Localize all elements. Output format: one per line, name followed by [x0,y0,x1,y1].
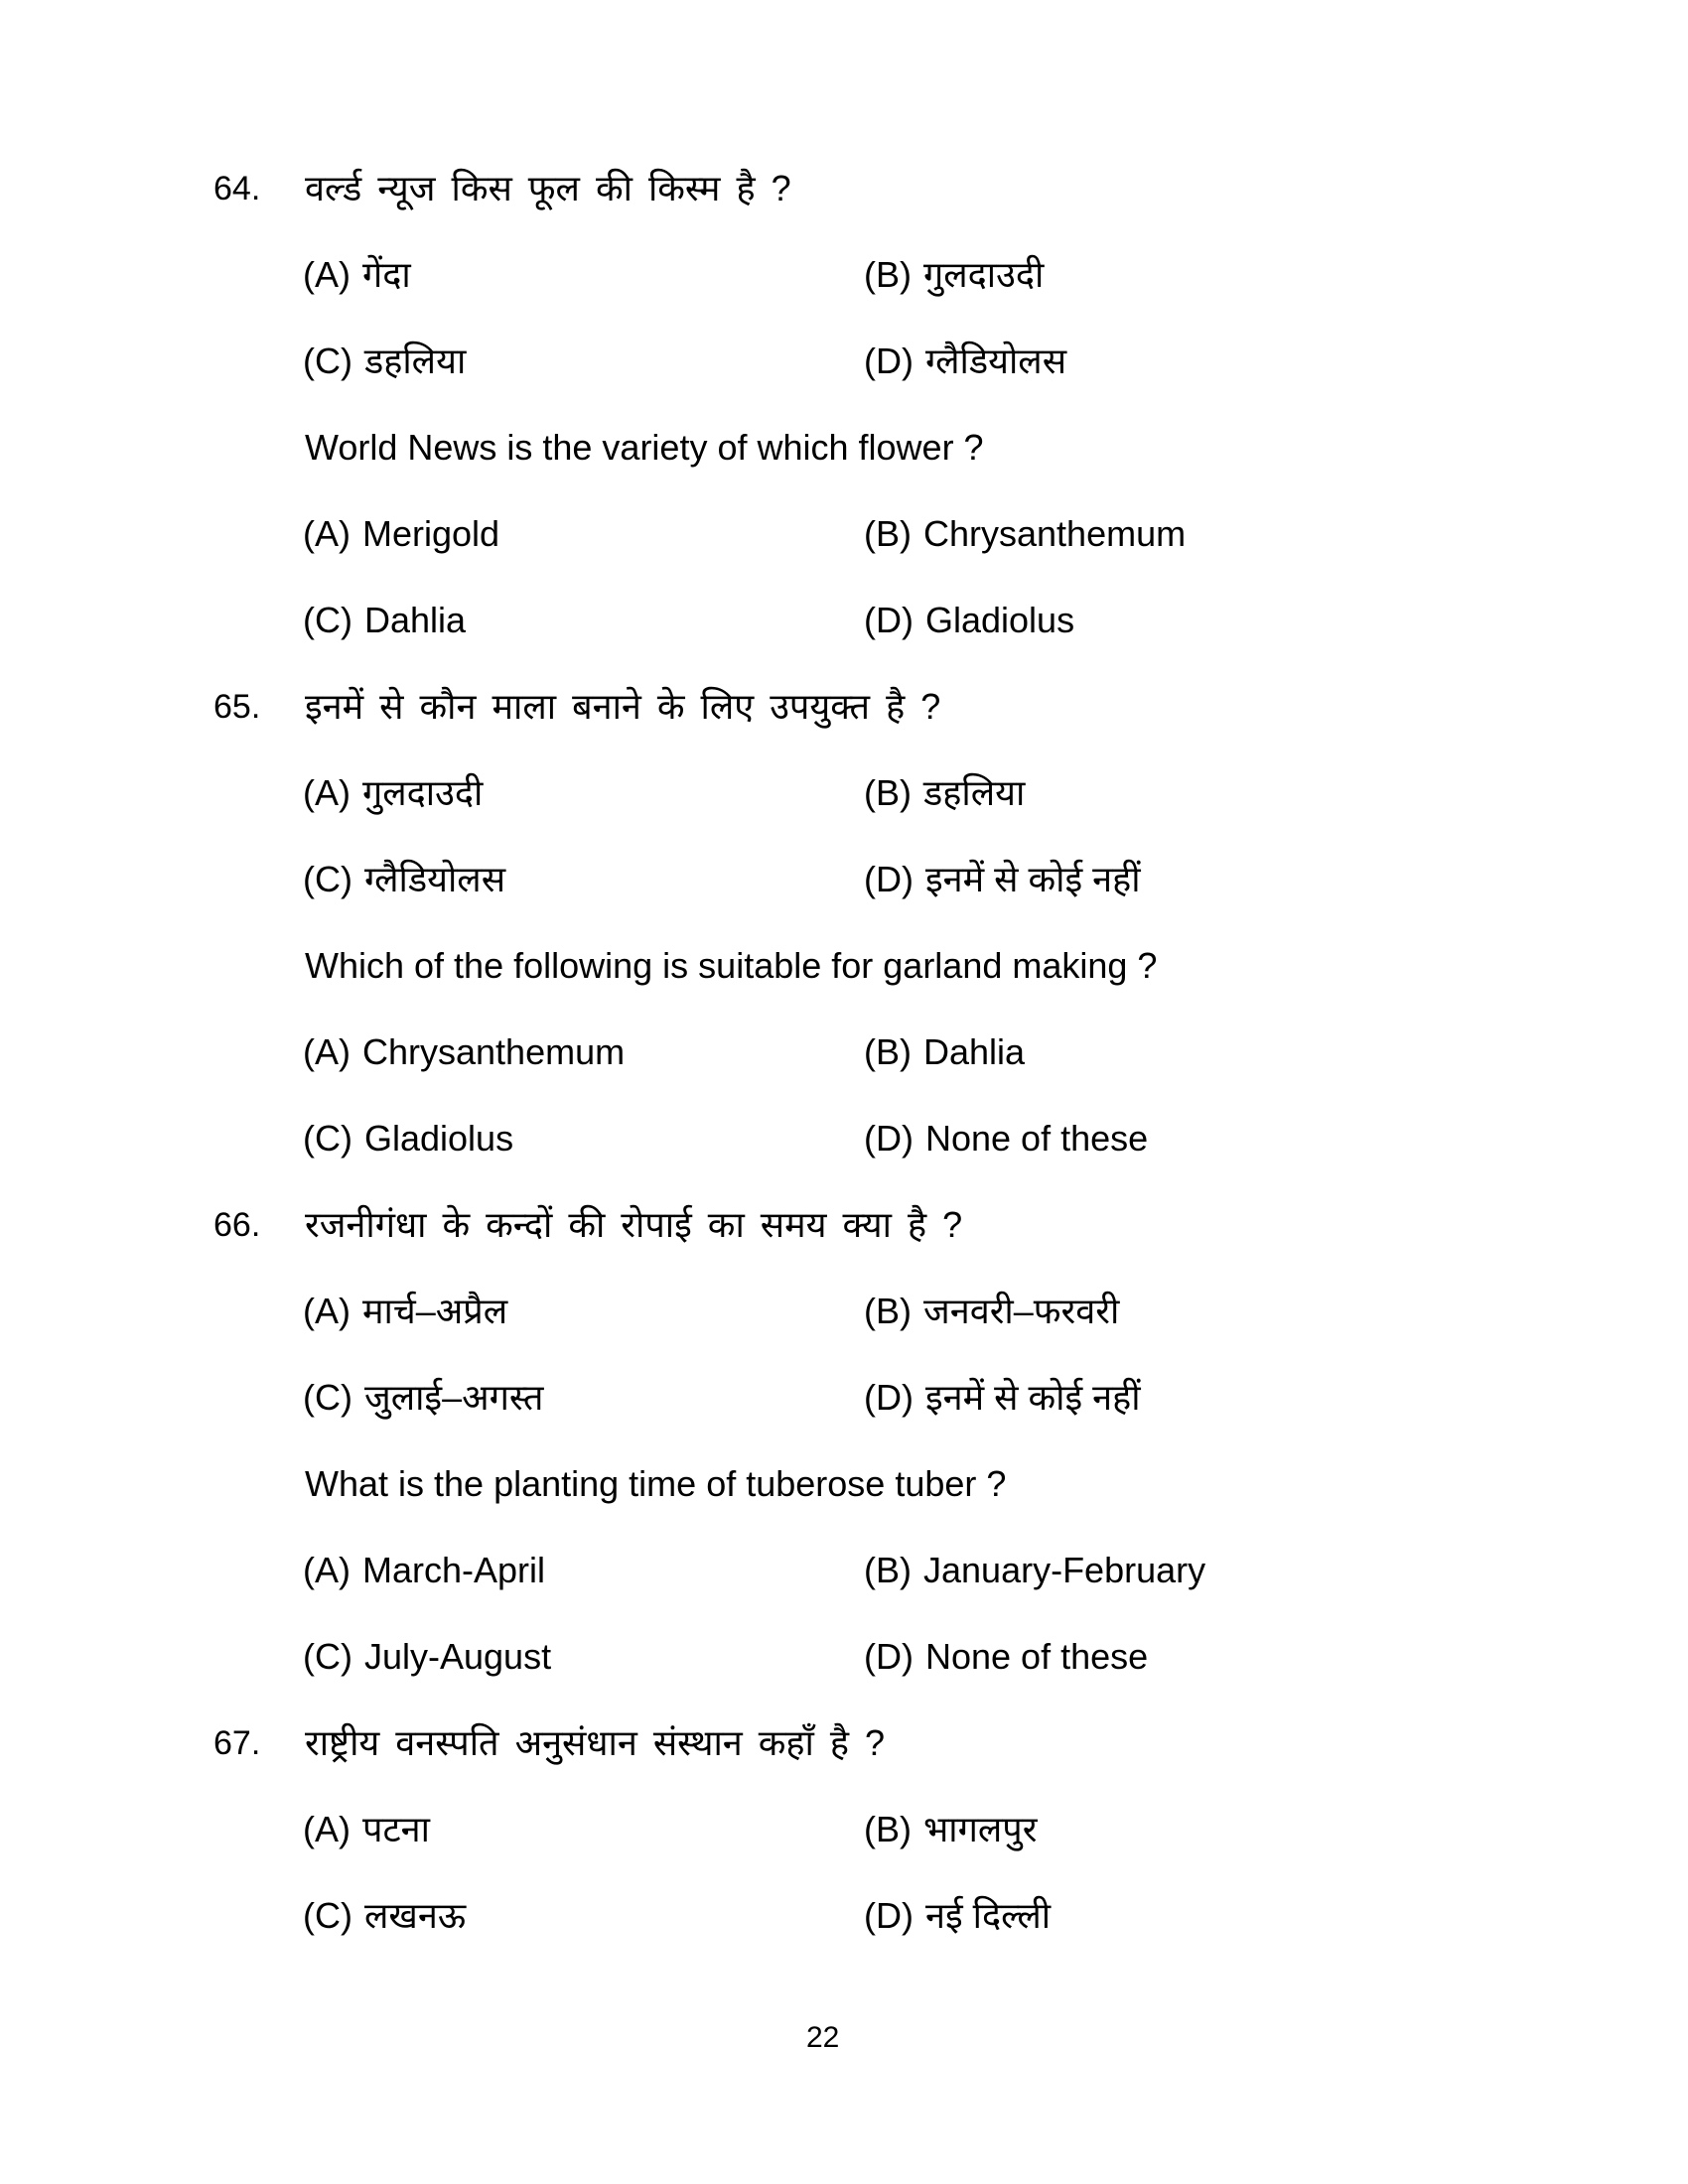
option-c-english [303,1635,864,1679]
question-number: 65. [213,688,261,726]
option-c-english [303,1117,864,1160]
question-block-65 [0,685,1688,1160]
option-text: डहलिया [363,341,467,381]
option-label: (C) [303,1118,352,1159]
option-text: लखनऊ [363,1895,467,1936]
option-a-english [303,1549,864,1592]
option-label: (B) [864,513,912,554]
option-label: (B) [864,1550,912,1590]
question-line-hindi [0,1721,1688,1765]
option-c-hindi [303,340,864,383]
option-label: (C) [303,600,352,640]
option-text: ग्लैडियोलस [924,341,1067,381]
option-text: भागलपुर [923,1809,1038,1849]
question-number: 67. [213,1724,261,1762]
option-label: (B) [864,254,912,295]
option-text: None of these [924,1636,1149,1677]
options-row-english [0,599,1688,642]
question-text-english: What is the planting time of tuberose tuber ? [305,1463,1007,1504]
options-row-hindi [0,858,1688,901]
options-row-english [0,1635,1688,1679]
option-text: Merigold [362,513,500,554]
option-text: मार्च–अप्रैल [362,1291,508,1331]
option-label: (C) [303,341,352,381]
option-text: Dahlia [363,600,467,640]
option-label: (D) [864,1118,914,1159]
question-line-hindi [0,1203,1688,1247]
options-row-hindi [0,1290,1688,1333]
option-text: ग्लैडियोलस [363,859,506,899]
option-label: (A) [303,513,351,554]
option-d-hindi [864,1894,1688,1938]
options-row-hindi [0,1894,1688,1938]
options-row-english [0,1117,1688,1160]
option-c-hindi [303,1376,864,1420]
option-label: (D) [864,859,914,899]
option-b-english [864,512,1688,556]
option-label: (B) [864,1031,912,1072]
option-label: (D) [864,1377,914,1418]
options-row-hindi [0,771,1688,815]
option-b-hindi [864,771,1688,815]
option-text: जुलाई–अगस्त [363,1377,544,1418]
option-a-english [303,1030,864,1074]
option-label: (C) [303,859,352,899]
option-text: Gladiolus [363,1118,514,1159]
option-b-hindi [864,253,1688,297]
option-a-hindi [303,1290,864,1333]
question-number: 66. [213,1206,261,1244]
option-text: गुलदाउदी [923,254,1045,295]
option-text: गेंदा [362,254,411,295]
option-d-english [864,1117,1688,1160]
option-d-hindi [864,858,1688,901]
question-text-hindi: रजनीगंधा के कन्दों की रोपाई का समय क्या है ? [305,1204,963,1245]
option-b-hindi [864,1808,1688,1851]
option-label: (C) [303,1636,352,1677]
option-label: (B) [864,1291,912,1331]
option-text: गुलदाउदी [362,772,484,813]
option-text: इनमें से कोई नहीं [924,859,1141,899]
option-label: (A) [303,1550,351,1590]
option-label: (C) [303,1377,352,1418]
option-text: Gladiolus [924,600,1075,640]
option-d-hindi [864,340,1688,383]
option-a-hindi [303,1808,864,1851]
option-a-hindi [303,253,864,297]
question-line-hindi [0,167,1688,210]
option-label: (D) [864,600,914,640]
question-text-hindi: वर्ल्ड न्यूज किस फूल की किस्म है ? [305,168,791,208]
option-text: पटना [362,1809,430,1849]
options-row-hindi [0,340,1688,383]
options-row-hindi [0,253,1688,297]
page-number: 22 [806,2021,840,2054]
option-d-english [864,599,1688,642]
option-label: (A) [303,1291,351,1331]
option-text: January-February [923,1550,1206,1590]
question-block-66 [0,1203,1688,1679]
question-number: 64. [213,170,261,207]
option-b-english [864,1030,1688,1074]
question-text-hindi: राष्ट्रीय वनस्पति अनुसंधान संस्थान कहाँ है ? [305,1722,885,1763]
option-text: None of these [924,1118,1149,1159]
option-label: (B) [864,772,912,813]
option-b-english [864,1549,1688,1592]
option-text: Dahlia [923,1031,1026,1072]
option-c-english [303,599,864,642]
question-text-english: World News is the variety of which flower ? [305,427,984,468]
option-text: Chrysanthemum [362,1031,626,1072]
option-b-hindi [864,1290,1688,1333]
option-text: March-April [362,1550,546,1590]
option-label: (B) [864,1809,912,1849]
option-text: Chrysanthemum [923,513,1187,554]
question-block-64 [0,167,1688,642]
option-text: July-August [363,1636,552,1677]
option-c-hindi [303,1894,864,1938]
question-line-hindi [0,685,1688,729]
option-label: (C) [303,1895,352,1936]
option-text: इनमें से कोई नहीं [924,1377,1141,1418]
option-label: (D) [864,341,914,381]
question-text-hindi: इनमें से कौन माला बनाने के लिए उपयुक्त है ? [305,686,941,727]
option-label: (A) [303,254,351,295]
options-row-hindi [0,1376,1688,1420]
options-row-english [0,1030,1688,1074]
options-row-hindi [0,1808,1688,1851]
option-a-hindi [303,771,864,815]
option-label: (D) [864,1636,914,1677]
option-label: (A) [303,1809,351,1849]
option-text: डहलिया [923,772,1026,813]
option-label: (A) [303,1031,351,1072]
option-d-english [864,1635,1688,1679]
options-row-english [0,1549,1688,1592]
option-text: नई दिल्ली [924,1895,1052,1936]
option-text: जनवरी–फरवरी [923,1291,1120,1331]
option-d-hindi [864,1376,1688,1420]
option-a-english [303,512,864,556]
options-row-english [0,512,1688,556]
question-block-67 [0,1721,1688,1938]
option-c-hindi [303,858,864,901]
question-text-english: Which of the following is suitable for garland making ? [305,945,1158,986]
option-label: (A) [303,772,351,813]
option-label: (D) [864,1895,914,1936]
